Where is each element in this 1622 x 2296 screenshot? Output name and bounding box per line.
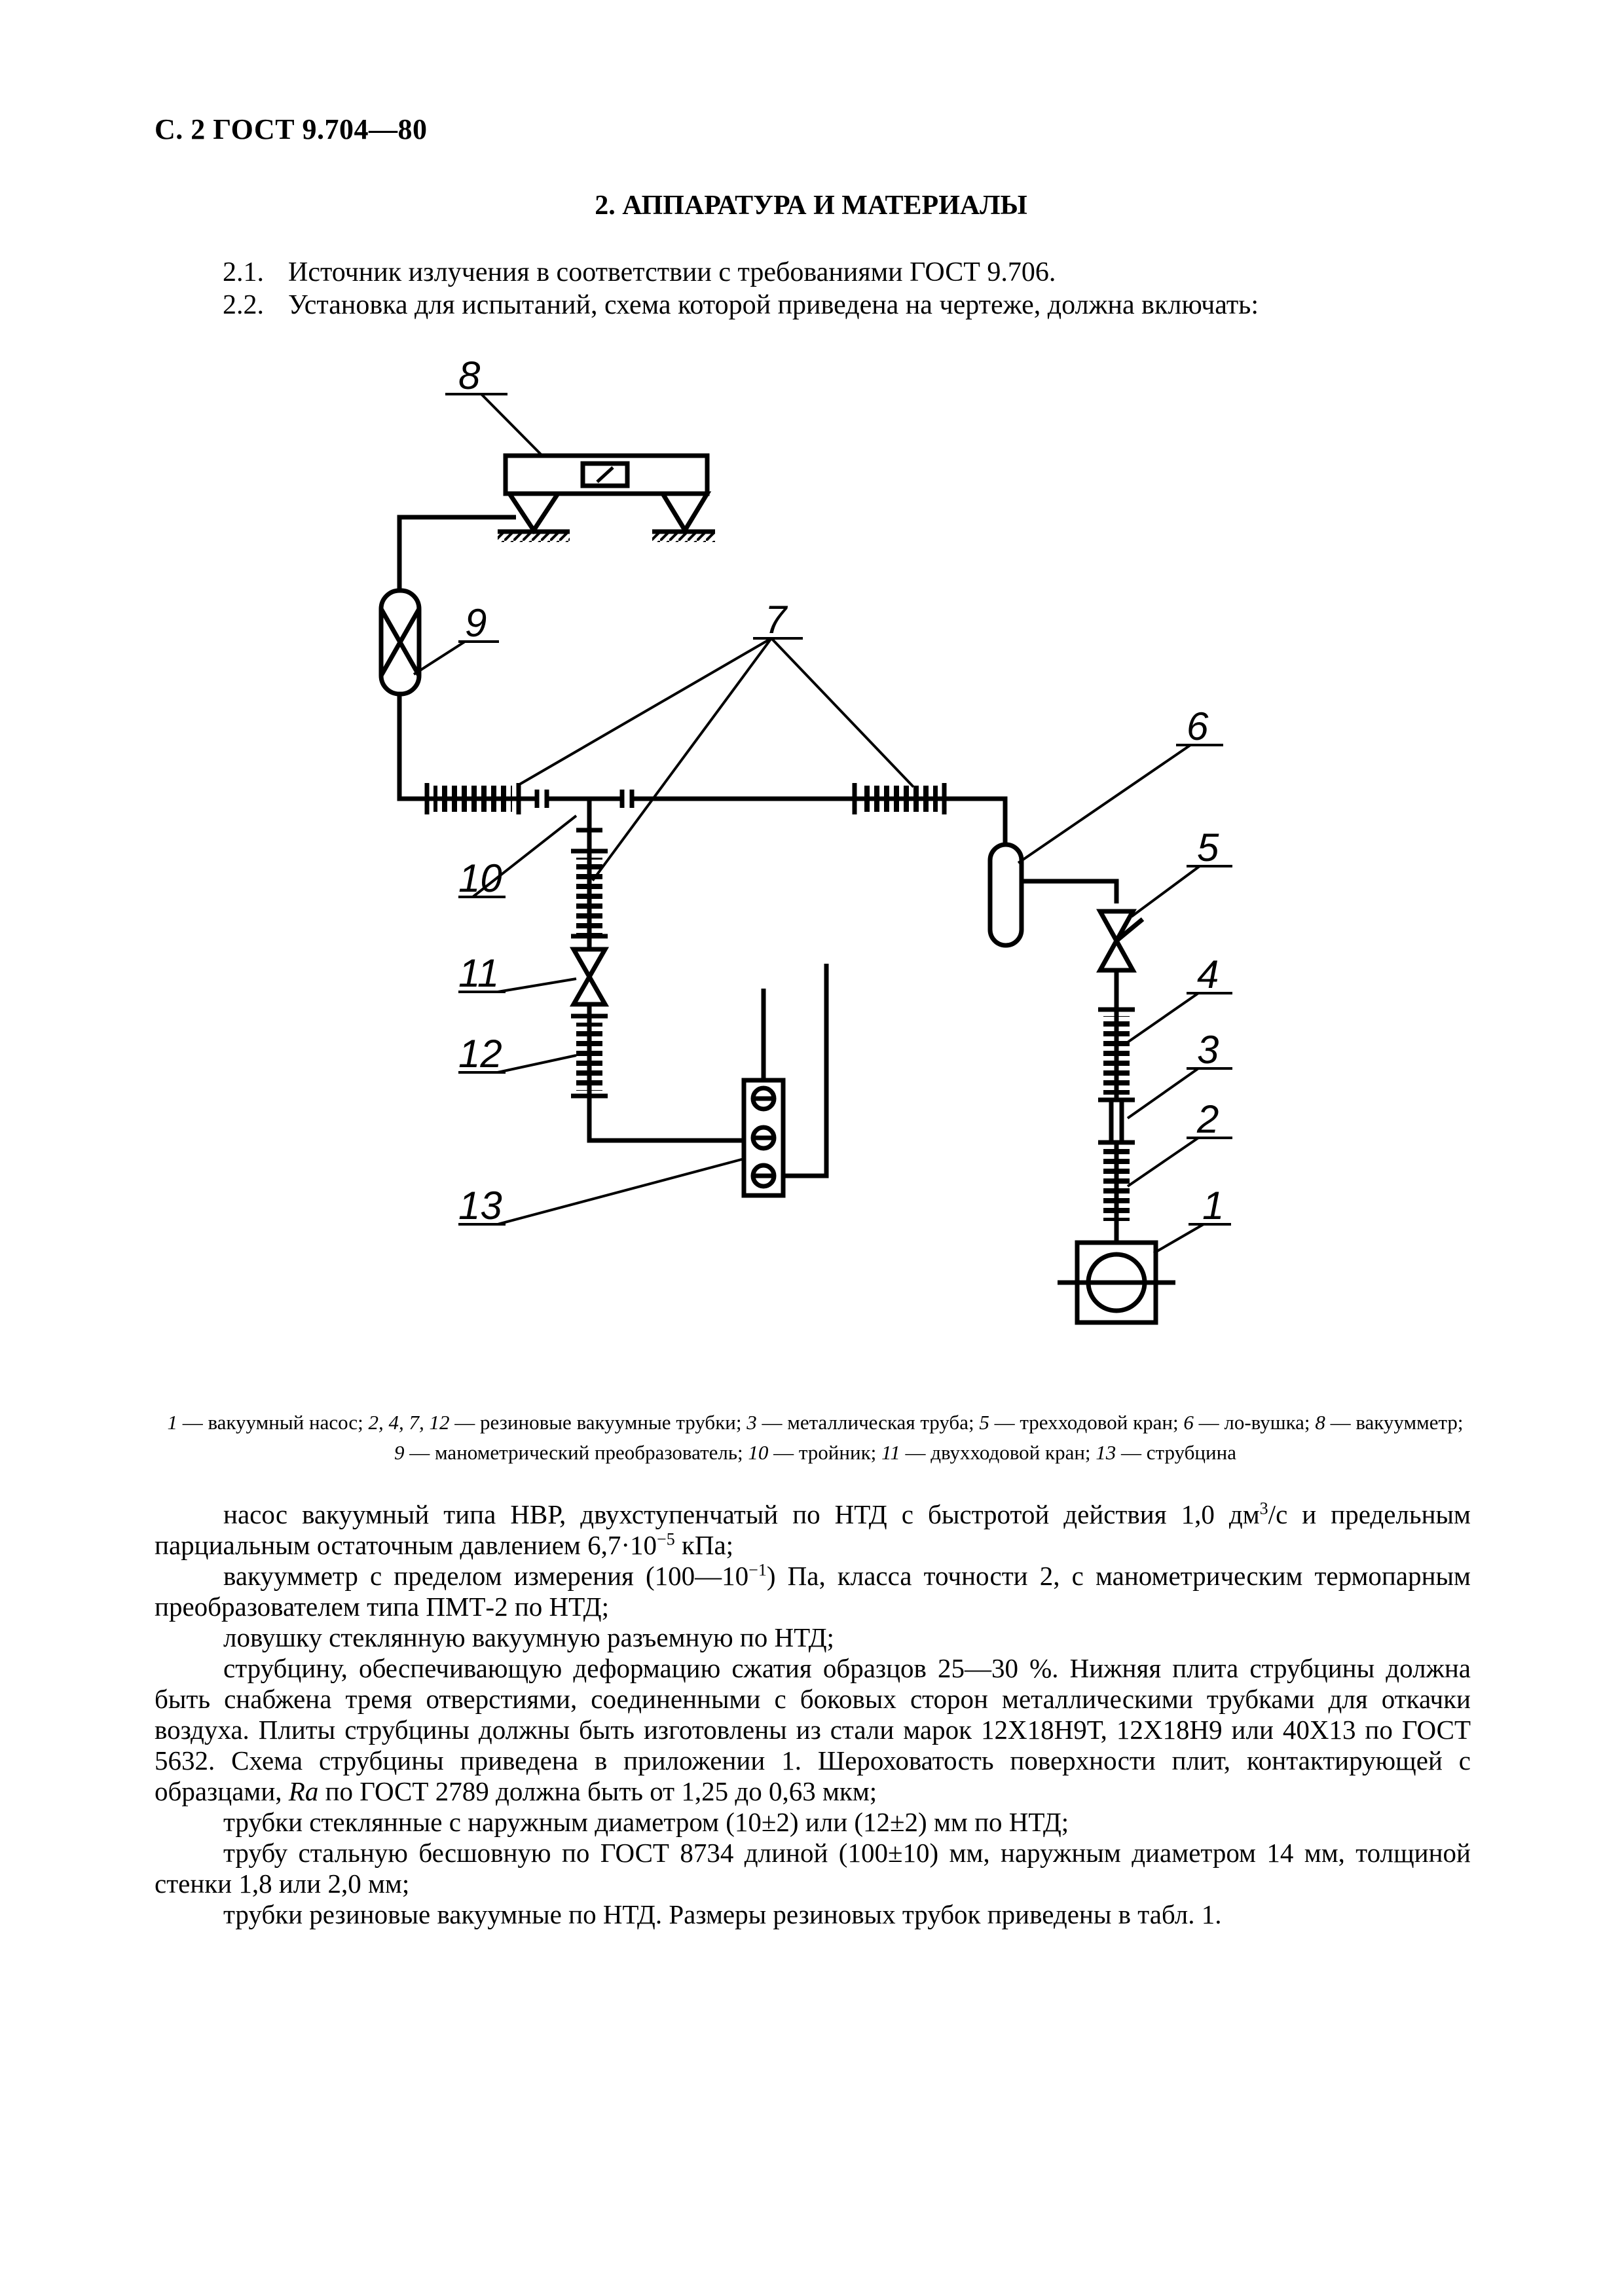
page-header: С. 2 ГОСТ 9.704—80	[155, 113, 428, 145]
clause-text: Установка для испытаний, схема которой приведена на чертеже, должна включать:	[288, 290, 1259, 320]
paragraph-text: кПа;	[674, 1530, 734, 1560]
roughness-symbol: Ra	[288, 1776, 319, 1806]
main-line	[427, 783, 1005, 845]
superscript: −1	[748, 1560, 767, 1580]
superscript: 3	[1259, 1499, 1268, 1518]
caption-text: — манометрический преобразователь;	[404, 1441, 748, 1464]
caption-text: — тройник;	[768, 1441, 881, 1464]
caption-number: 1	[167, 1411, 177, 1434]
clause-number: 2.2.	[223, 290, 264, 320]
caption-number: 3	[746, 1411, 757, 1434]
paragraph-text: вакуумметр с пределом измерения (100—10	[223, 1561, 749, 1591]
label-13: 13	[458, 1184, 502, 1228]
label-6: 6	[1187, 704, 1209, 748]
paragraph-pump	[155, 1499, 1471, 1561]
caption-number: 2, 4, 7, 12	[368, 1411, 450, 1434]
clamp-13	[744, 964, 826, 1195]
caption-text: — ло-вушка;	[1193, 1411, 1316, 1434]
caption-text: — струбцина	[1116, 1441, 1236, 1464]
label-12: 12	[458, 1032, 502, 1076]
caption-number: 13	[1096, 1441, 1116, 1464]
caption-number: 5	[979, 1411, 989, 1434]
caption-number: 10	[748, 1441, 769, 1464]
caption-text: — вакуумметр;	[1325, 1411, 1464, 1434]
clause-text: Источник излучения в соответствии с требованиями ГОСТ 9.706.	[288, 257, 1056, 287]
paragraph-vacuummeter	[155, 1561, 1471, 1622]
body-text	[155, 1499, 1471, 1930]
label-3: 3	[1197, 1028, 1219, 1072]
vacuum-gauge-8	[498, 456, 715, 542]
paragraph-text: по ГОСТ 2789 должна быть от 1,25 до 0,63 мкм;	[318, 1776, 877, 1806]
label-5: 5	[1197, 826, 1219, 869]
paragraph-rubber-tubes: трубки резиновые вакуумные по НТД. Размеры резиновых трубок приведены в табл. 1.	[223, 1899, 1222, 1929]
manometric-converter-9	[381, 591, 419, 694]
label-11: 11	[458, 951, 500, 995]
paragraph-text: ) Па, класса точности 2, с манометрическим термопарным преобразователем типа ПМТ-2 по НТД;	[155, 1561, 1471, 1622]
paragraph-clamp	[155, 1653, 1471, 1807]
caption-text: — трехходовой кран;	[989, 1411, 1184, 1434]
caption-number: 6	[1183, 1411, 1194, 1434]
paragraph-text: насос вакуумный типа НВР, двухступенчатый по НТД с быстротой действия 1,0 дм	[223, 1499, 1260, 1529]
label-2: 2	[1197, 1097, 1219, 1141]
paragraph-text: струбцину, обеспечивающую деформацию сжатия образцов 25—30 %. Нижняя плита струбцины должна быть снабжена тремя отверстиями, соединенными с боковых сторон металлическими трубками для откачки воздуха. Плиты струбцины должны быть изготовлены из стали марок 12Х18Н9Т, 12Х18Н9 или 40Х13 по ГОСТ 5632. Схема струбцины приведена в приложении 1. Шероховатость поверхности плит, контактирующей с образцами,	[155, 1653, 1471, 1806]
superscript: −5	[657, 1529, 675, 1549]
caption-text: — металлическая труба;	[756, 1411, 980, 1434]
caption-text: — двухходовой кран;	[900, 1441, 1096, 1464]
clause-number: 2.1.	[223, 257, 264, 287]
caption-number: 9	[394, 1441, 405, 1464]
caption-text: — вакуумный насос;	[177, 1411, 369, 1434]
paragraph-glass-tubes: трубки стеклянные с наружным диаметром (10±2) или (12±2) мм по НТД;	[223, 1807, 1069, 1837]
paragraph-text: /с и предельным парциальным остаточным давлением 6,7·10	[155, 1499, 1471, 1560]
label-4: 4	[1197, 953, 1219, 996]
paragraph-trap: ловушку стеклянную вакуумную разъемную по НТД;	[223, 1622, 834, 1652]
caption-text: — резиновые вакуумные трубки;	[449, 1411, 747, 1434]
figure-caption	[164, 1408, 1467, 1468]
caption-number: 11	[881, 1441, 900, 1464]
label-1: 1	[1202, 1184, 1225, 1228]
right-branch	[990, 845, 1175, 1322]
label-10: 10	[458, 856, 502, 900]
section-title: 2. АППАРАТУРА И МАТЕРИАЛЫ	[595, 191, 1027, 221]
label-8: 8	[458, 354, 481, 397]
vacuum-pump-1	[1058, 1243, 1175, 1322]
label-9: 9	[465, 601, 487, 645]
paragraph-steel-pipe: трубу стальную бесшовную по ГОСТ 8734 длиной (100±10) мм, наружным диаметром 14 мм, толщиной стенки 1,8 или 2,0 мм;	[155, 1838, 1471, 1899]
caption-number: 8	[1315, 1411, 1325, 1434]
left-branch	[571, 799, 744, 1140]
label-7: 7	[765, 598, 787, 642]
